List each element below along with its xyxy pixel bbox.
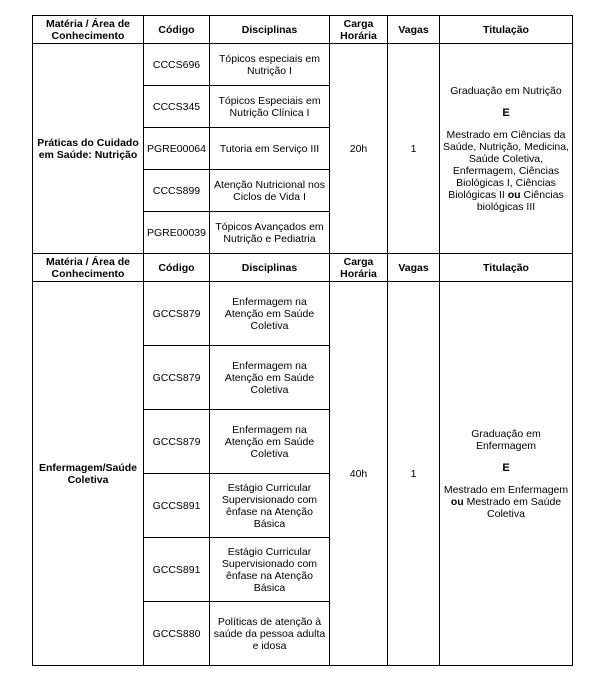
discipline-cell: Tópicos Avançados em Nutrição e Pediatria (210, 212, 330, 254)
titulacao-line2-part2: Ciências biológicas III (476, 188, 564, 213)
titulacao-cell (440, 44, 573, 254)
code-cell: PGRE00039 (144, 212, 210, 254)
titulacao-line1: Graduação em Nutrição (450, 84, 562, 97)
code-cell: CCCS899 (144, 170, 210, 212)
code-cell: CCCS696 (144, 44, 210, 86)
discipline-cell: Enfermagem na Atenção em Saúde Coletiva (210, 346, 330, 410)
titulacao-or: ou (450, 495, 464, 508)
titulacao-line2 (442, 129, 570, 213)
code-cell: GCCS879 (144, 282, 210, 346)
table-header (33, 16, 573, 44)
titulacao-line2-part1: Mestrado em Ciências da Saúde, Nutrição, Medicina, Saúde Coletiva, Enfermagem, Ciências Biológicas I, Ciências Biológicas II (442, 128, 570, 201)
code-cell: GCCS891 (144, 538, 210, 602)
table-row (33, 44, 573, 86)
header-disciplinas: Disciplinas (210, 16, 330, 44)
discipline-cell: Políticas de atenção à saúde da pessoa adulta e idosa (210, 602, 330, 666)
area-cell: Enfermagem/Saúde Coletiva (33, 282, 144, 666)
discipline-cell: Tutoria em Serviço III (210, 128, 330, 170)
discipline-cell: Estágio Curricular Supervisionado com ênfase na Atenção Básica (210, 474, 330, 538)
titulacao-connector: E (502, 106, 510, 119)
header-area: Matéria / Área de Conhecimento (33, 254, 144, 282)
table-row (33, 282, 573, 346)
header-codigo: Código (144, 254, 210, 282)
code-cell: CCCS345 (144, 86, 210, 128)
carga-cell: 20h (330, 44, 388, 254)
disciplines-table (32, 15, 573, 666)
titulacao-connector: E (502, 461, 510, 474)
carga-cell: 40h (330, 282, 388, 666)
vagas-cell: 1 (388, 282, 440, 666)
discipline-cell: Enfermagem na Atenção em Saúde Coletiva (210, 282, 330, 346)
titulacao-line2-part1: Mestrado em Enfermagem (443, 483, 569, 496)
titulacao-cell (440, 282, 573, 666)
discipline-cell: Estágio Curricular Supervisionado com ênfase na Atenção Básica (210, 538, 330, 602)
header-carga: Carga Horária (330, 16, 388, 44)
header-vagas: Vagas (388, 254, 440, 282)
header-codigo: Código (144, 16, 210, 44)
area-cell: Práticas do Cuidado em Saúde: Nutrição (33, 44, 144, 254)
titulacao-or: ou (507, 188, 521, 201)
titulacao-line2 (442, 484, 570, 520)
code-cell: GCCS879 (144, 410, 210, 474)
header-carga: Carga Horária (330, 254, 388, 282)
titulacao-line1: Graduação em Enfermagem (471, 427, 541, 452)
titulacao-line2-part2: Mestrado em Saúde Coletiva (466, 495, 562, 520)
code-cell: GCCS880 (144, 602, 210, 666)
discipline-cell: Atenção Nutricional nos Ciclos de Vida I (210, 170, 330, 212)
header-vagas: Vagas (388, 16, 440, 44)
code-cell: GCCS879 (144, 346, 210, 410)
header-titulacao: Titulação (440, 16, 573, 44)
discipline-cell: Tópicos especiais em Nutrição I (210, 44, 330, 86)
code-cell: PGRE00064 (144, 128, 210, 170)
discipline-cell: Enfermagem na Atenção em Saúde Coletiva (210, 410, 330, 474)
table-header (33, 254, 573, 282)
header-disciplinas: Disciplinas (210, 254, 330, 282)
header-titulacao: Titulação (440, 254, 573, 282)
header-area: Matéria / Área de Conhecimento (33, 16, 144, 44)
discipline-cell: Tópicos Especiais em Nutrição Clínica I (210, 86, 330, 128)
vagas-cell: 1 (388, 44, 440, 254)
code-cell: GCCS891 (144, 474, 210, 538)
